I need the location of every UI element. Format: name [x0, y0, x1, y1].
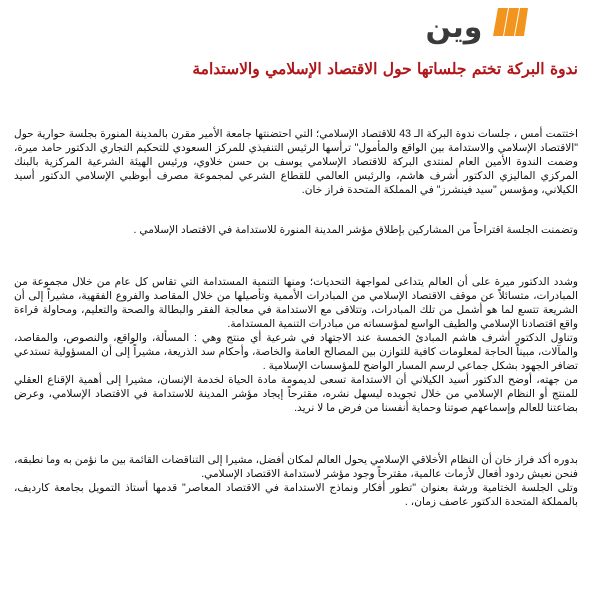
article-paragraph: وشدد الدكتور ميرة على أن العالم يتداعى لمواجهة التحديات؛ ومنها التنمية المستدامة التي تقاس كل عام من خلال مجموعة من المبادرات، متسائلاً عن موقف الاقتصاد الإسلامي من المبادرات الأممية وتأصيلها من خلال المقاصد والفروع الفقهية، مشيراً إلى أن الشريعة تتسع لما هو أشمل من تلك المبادرات، وتتلاقى مع الاستدامة في معالجة الفقر والبطالة والصحة والتعليم، ومحاولة قراءة واقع اقتصادنا الإسلامي والطيف الواسع لمؤسساته من مبادرات التنمية المستدامة. [14, 276, 578, 330]
article-paragraph: وتناول الدكتور أشرف هاشم المبادئ الخمسة عند الاجتهاد في شرعية أي منتج وهي : المسألة، والواقع، والنصوص، والمقاصد، والمآلات، مبيناً الحاجة لمعلومات كافية للتوازن بين المصالح العامة والخاصة، وأحكام سد الذريعة، مشيراً إلى أن المسؤولية تستدعي تضافر الجهود بشكل جماعي لرسم المسار الواضح للمؤسسات الإسلامية . [14, 332, 578, 372]
brand-logo-icon [404, 4, 528, 48]
article-paragraph: اختتمت أمس ، جلسات ندوة البركة الـ 43 للاقتصاد الإسلامي؛ التي احتضنتها جامعة الأمير مقرن بالمدينة المنورة بجلسة حوارية حول "الاقتصاد الإسلامي والاستدامة بين الواقع والمأمول" ترأسها الرئيس التنفيذي للمركز السعودي للتحكيم التجاري الدكتور حامد ميرة، وضمت الندوة الأمين العام لمنتدى البركة للاقتصاد الإسلامي يوسف بن حسن خلاوي، ورئيس الهيئة الشرعية المركزية بالبنك المركزي الماليزي الدكتور أشرف هاشم، والرئيس العالمي للقطاع الشرعي لمجموعة مصرف أبوظبي الإسلامي الدكتور أسيد الكيلاني، ومؤسس "سيد فينشرز" في المملكة المتحدة فراز خان. [14, 128, 578, 196]
article-body [14, 127, 578, 600]
article-paragraph: بدوره أكد فراز خان أن النظام الأخلاقي الإسلامي يحول العالم لمكان أفضل، مشيرا إلى التناقضات القائمة بين ما نؤمن به وما نطبقه، فنحن نعيش ردود أفعال لأزمات عالمية، مقترحاً وجود مؤشر لاستدامة الاقتصاد الإسلامي. [14, 454, 578, 480]
brand-logo[interactable] [404, 4, 528, 48]
article-paragraph: وتلى الجلسة الختامية ورشة بعنوان "تطور أفكار ونماذج الاستدامة في الاقتصاد المعاصر" قدمها أستاذ التمويل بجامعة كارديف، بالمملكة المتحدة الدكتور عاصف زمان، . [14, 482, 578, 508]
article-paragraph: وتضمنت الجلسة اقتراحاً من المشاركين بإطلاق مؤشر المدينة المنورة للاستدامة في الاقتصاد الإسلامي . [133, 224, 578, 236]
brand-logo-text: وين [425, 10, 483, 45]
logo-stripes-icon [493, 8, 528, 36]
article-paragraph: من جهته، أوضح الدكتور أسيد الكيلاني أن الاستدامة تسعى لديمومة مادة الحياة لخدمة الإنسان، مشيرا إلى أهمية الإقناع العقلي للمنتج أو النظام الإسلامي من خلال تجويده ليسهل نشره، مقترحاً إيجاد مؤشر المدينة للاستدامة في الاقتصاد الإسلامي، وعرض بضاعتنا للعالم وإسماعهم صوتنا وحماية أنفسنا من فرض ما لا نريد. [14, 374, 578, 414]
article-headline: ندوة البركة تختم جلساتها حول الاقتصاد الإسلامي والاستدامة [192, 59, 578, 78]
